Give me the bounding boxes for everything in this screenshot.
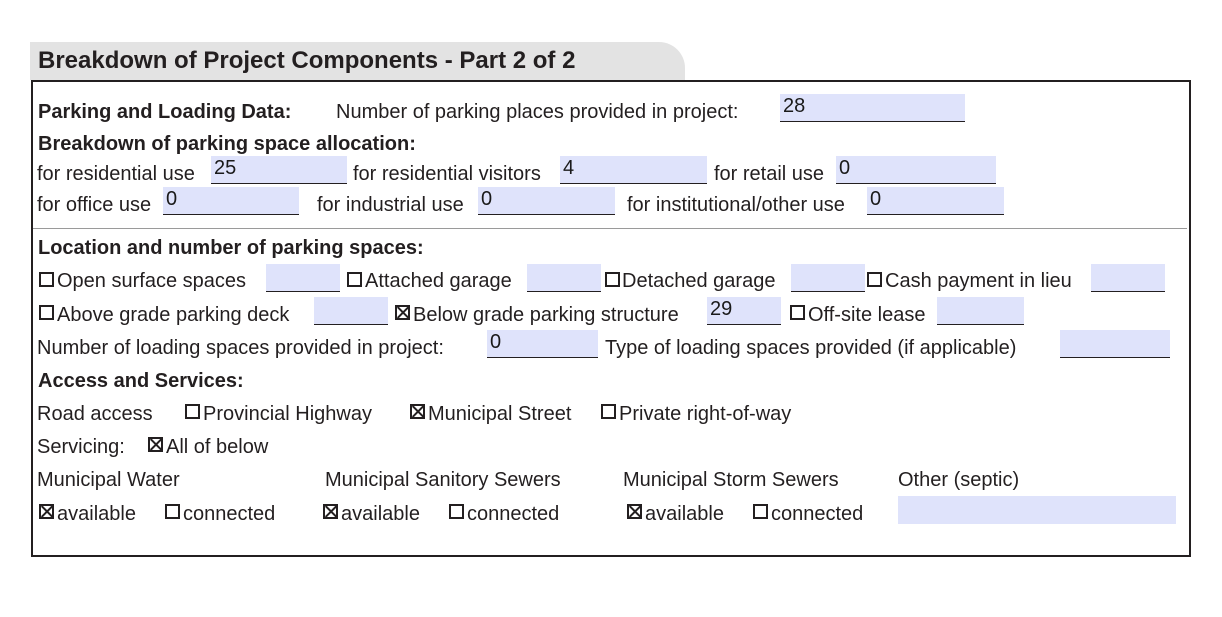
storm-sewers-label: Municipal Storm Sewers bbox=[623, 469, 839, 491]
municipal-water-label: Municipal Water bbox=[37, 469, 180, 491]
detached-garage-label: Detached garage bbox=[622, 270, 776, 292]
loading-type-field[interactable] bbox=[1060, 330, 1170, 358]
storm-connected-checkbox[interactable] bbox=[753, 504, 768, 519]
retail-field[interactable]: 0 bbox=[836, 156, 996, 184]
above-grade-label: Above grade parking deck bbox=[57, 304, 290, 326]
loading-spaces-label: Number of loading spaces provided in project: bbox=[37, 337, 444, 359]
attached-garage-checkbox[interactable] bbox=[347, 272, 362, 287]
provincial-highway-checkbox[interactable] bbox=[185, 404, 200, 419]
storm-available-checkbox[interactable] bbox=[627, 504, 642, 519]
sanitary-connected-label: connected bbox=[467, 503, 560, 525]
location-heading: Location and number of parking spaces: bbox=[38, 237, 424, 259]
loading-spaces-field[interactable]: 0 bbox=[487, 330, 598, 358]
offsite-lease-label: Off-site lease bbox=[808, 304, 926, 326]
section-tab bbox=[30, 42, 685, 80]
parking-heading: Parking and Loading Data: bbox=[38, 101, 292, 123]
attached-garage-field[interactable] bbox=[527, 264, 601, 292]
other-septic-field[interactable] bbox=[898, 496, 1176, 524]
above-grade-field[interactable] bbox=[314, 297, 388, 325]
visitors-field[interactable]: 4 bbox=[560, 156, 707, 184]
residential-label: for residential use bbox=[37, 163, 195, 185]
provincial-highway-label: Provincial Highway bbox=[203, 403, 372, 425]
sanitary-sewers-label: Municipal Sanitory Sewers bbox=[325, 469, 561, 491]
offsite-lease-checkbox[interactable] bbox=[790, 305, 805, 320]
water-connected-checkbox[interactable] bbox=[165, 504, 180, 519]
section-title: Breakdown of Project Components - Part 2 of 2 bbox=[38, 47, 576, 74]
cash-payment-checkbox[interactable] bbox=[867, 272, 882, 287]
loading-type-label: Type of loading spaces provided (if applicable) bbox=[605, 337, 1017, 359]
all-below-checkbox[interactable] bbox=[148, 437, 163, 452]
offsite-lease-field[interactable] bbox=[937, 297, 1024, 325]
municipal-street-label: Municipal Street bbox=[428, 403, 572, 425]
below-grade-checkbox[interactable] bbox=[395, 305, 410, 320]
industrial-field[interactable]: 0 bbox=[478, 187, 615, 215]
all-below-label: All of below bbox=[166, 436, 269, 458]
office-label: for office use bbox=[37, 194, 152, 216]
industrial-label: for industrial use bbox=[317, 194, 464, 216]
above-grade-checkbox[interactable] bbox=[39, 305, 54, 320]
water-available-checkbox[interactable] bbox=[39, 504, 54, 519]
parking-places-field[interactable]: 28 bbox=[780, 94, 965, 122]
below-grade-label: Below grade parking structure bbox=[413, 304, 679, 326]
private-row-checkbox[interactable] bbox=[601, 404, 616, 419]
parking-places-label: Number of parking places provided in project: bbox=[336, 101, 739, 123]
retail-label: for retail use bbox=[714, 163, 825, 185]
water-available-label: available bbox=[57, 503, 136, 525]
open-surface-field[interactable] bbox=[266, 264, 340, 292]
cash-payment-label: Cash payment in lieu bbox=[885, 270, 1072, 292]
sanitary-connected-checkbox[interactable] bbox=[449, 504, 464, 519]
section-divider bbox=[33, 228, 1187, 229]
office-field[interactable]: 0 bbox=[163, 187, 299, 215]
access-heading: Access and Services: bbox=[38, 370, 244, 392]
residential-field[interactable]: 25 bbox=[211, 156, 347, 184]
sanitary-available-checkbox[interactable] bbox=[323, 504, 338, 519]
open-surface-label: Open surface spaces bbox=[57, 270, 246, 292]
storm-connected-label: connected bbox=[771, 503, 864, 525]
below-grade-field[interactable]: 29 bbox=[707, 297, 781, 325]
detached-garage-field[interactable] bbox=[791, 264, 865, 292]
cash-payment-field[interactable] bbox=[1091, 264, 1165, 292]
other-septic-label: Other (septic) bbox=[898, 469, 1020, 491]
institutional-field[interactable]: 0 bbox=[867, 187, 1004, 215]
municipal-street-checkbox[interactable] bbox=[410, 404, 425, 419]
road-access-label: Road access bbox=[37, 403, 153, 425]
storm-available-label: available bbox=[645, 503, 724, 525]
visitors-label: for residential visitors bbox=[353, 163, 541, 185]
water-connected-label: connected bbox=[183, 503, 276, 525]
private-row-label: Private right-of-way bbox=[619, 403, 792, 425]
attached-garage-label: Attached garage bbox=[365, 270, 512, 292]
institutional-label: for institutional/other use bbox=[627, 194, 845, 216]
detached-garage-checkbox[interactable] bbox=[605, 272, 620, 287]
allocation-heading: Breakdown of parking space allocation: bbox=[38, 133, 416, 155]
servicing-label: Servicing: bbox=[37, 436, 125, 458]
sanitary-available-label: available bbox=[341, 503, 420, 525]
open-surface-checkbox[interactable] bbox=[39, 272, 54, 287]
